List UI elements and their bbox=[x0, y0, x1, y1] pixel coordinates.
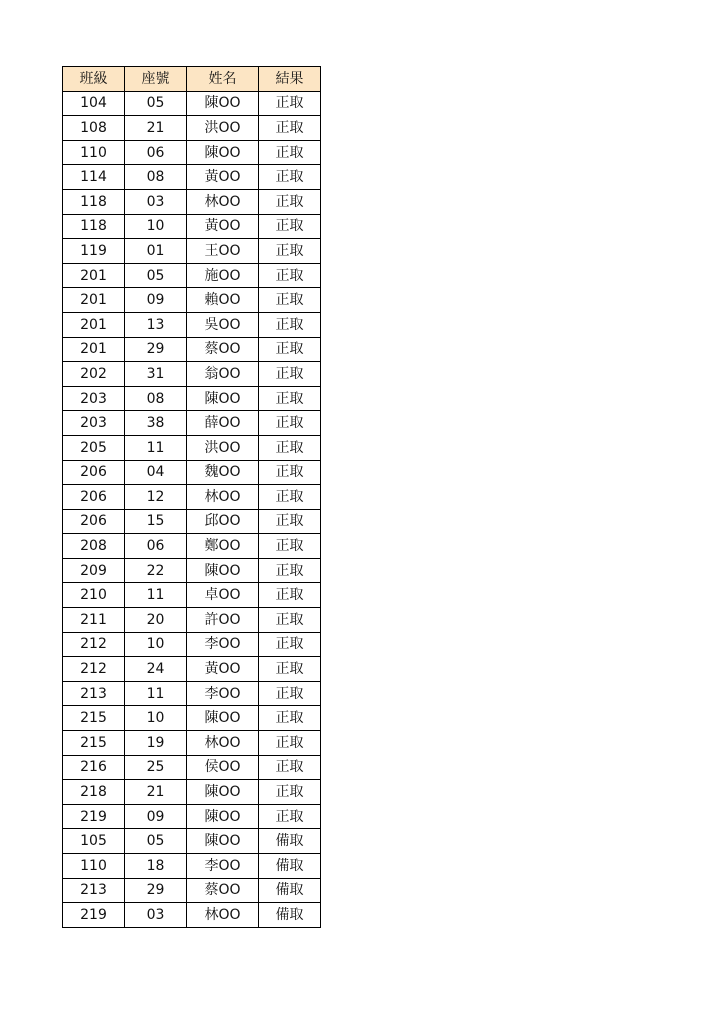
header-row bbox=[63, 67, 321, 92]
cell-seat: 21 bbox=[125, 780, 187, 805]
cell-result: 正取 bbox=[259, 362, 321, 387]
table-row bbox=[63, 312, 321, 337]
cell-class: 202 bbox=[63, 362, 125, 387]
cell-class: 213 bbox=[63, 878, 125, 903]
table-row bbox=[63, 854, 321, 879]
header-class: 班級 bbox=[63, 67, 125, 92]
table-row bbox=[63, 608, 321, 633]
cell-seat: 22 bbox=[125, 558, 187, 583]
cell-class: 208 bbox=[63, 534, 125, 559]
cell-result: 正取 bbox=[259, 116, 321, 141]
table-row bbox=[63, 903, 321, 928]
cell-name: 李OO bbox=[187, 854, 259, 879]
cell-result: 備取 bbox=[259, 829, 321, 854]
cell-class: 215 bbox=[63, 706, 125, 731]
table-row bbox=[63, 91, 321, 116]
cell-result: 正取 bbox=[259, 632, 321, 657]
table-row bbox=[63, 165, 321, 190]
cell-name: 陳OO bbox=[187, 780, 259, 805]
table-row bbox=[63, 189, 321, 214]
cell-name: 黃OO bbox=[187, 657, 259, 682]
table-row bbox=[63, 632, 321, 657]
cell-seat: 08 bbox=[125, 165, 187, 190]
cell-seat: 25 bbox=[125, 755, 187, 780]
table-row bbox=[63, 780, 321, 805]
cell-name: 許OO bbox=[187, 608, 259, 633]
cell-name: 王OO bbox=[187, 239, 259, 264]
cell-class: 209 bbox=[63, 558, 125, 583]
cell-seat: 09 bbox=[125, 804, 187, 829]
table-row bbox=[63, 706, 321, 731]
table-row bbox=[63, 460, 321, 485]
cell-name: 翁OO bbox=[187, 362, 259, 387]
cell-class: 118 bbox=[63, 214, 125, 239]
cell-name: 林OO bbox=[187, 731, 259, 756]
cell-seat: 05 bbox=[125, 829, 187, 854]
cell-name: 林OO bbox=[187, 485, 259, 510]
cell-seat: 10 bbox=[125, 214, 187, 239]
cell-class: 203 bbox=[63, 411, 125, 436]
cell-name: 林OO bbox=[187, 903, 259, 928]
cell-name: 施OO bbox=[187, 263, 259, 288]
cell-class: 206 bbox=[63, 509, 125, 534]
table-row bbox=[63, 534, 321, 559]
cell-result: 正取 bbox=[259, 214, 321, 239]
cell-result: 正取 bbox=[259, 731, 321, 756]
cell-class: 201 bbox=[63, 312, 125, 337]
table-row bbox=[63, 263, 321, 288]
cell-result: 備取 bbox=[259, 903, 321, 928]
cell-seat: 01 bbox=[125, 239, 187, 264]
cell-class: 206 bbox=[63, 460, 125, 485]
cell-name: 洪OO bbox=[187, 435, 259, 460]
table-row bbox=[63, 755, 321, 780]
cell-result: 正取 bbox=[259, 780, 321, 805]
cell-name: 黃OO bbox=[187, 165, 259, 190]
cell-class: 206 bbox=[63, 485, 125, 510]
cell-result: 正取 bbox=[259, 165, 321, 190]
cell-class: 212 bbox=[63, 657, 125, 682]
cell-name: 卓OO bbox=[187, 583, 259, 608]
cell-result: 正取 bbox=[259, 411, 321, 436]
cell-seat: 08 bbox=[125, 386, 187, 411]
cell-result: 正取 bbox=[259, 263, 321, 288]
result-sheet bbox=[62, 66, 321, 928]
cell-result: 正取 bbox=[259, 312, 321, 337]
cell-seat: 12 bbox=[125, 485, 187, 510]
table-body bbox=[63, 91, 321, 927]
cell-name: 陳OO bbox=[187, 386, 259, 411]
cell-result: 正取 bbox=[259, 460, 321, 485]
cell-name: 魏OO bbox=[187, 460, 259, 485]
cell-seat: 06 bbox=[125, 534, 187, 559]
cell-name: 蔡OO bbox=[187, 337, 259, 362]
table-row bbox=[63, 337, 321, 362]
header-name: 姓名 bbox=[187, 67, 259, 92]
cell-name: 吳OO bbox=[187, 312, 259, 337]
cell-class: 215 bbox=[63, 731, 125, 756]
table-row bbox=[63, 509, 321, 534]
cell-result: 正取 bbox=[259, 485, 321, 510]
header-seat: 座號 bbox=[125, 67, 187, 92]
cell-class: 212 bbox=[63, 632, 125, 657]
cell-name: 陳OO bbox=[187, 804, 259, 829]
cell-class: 210 bbox=[63, 583, 125, 608]
cell-seat: 29 bbox=[125, 878, 187, 903]
results-table bbox=[62, 66, 321, 928]
cell-class: 219 bbox=[63, 804, 125, 829]
cell-seat: 38 bbox=[125, 411, 187, 436]
cell-result: 正取 bbox=[259, 804, 321, 829]
cell-seat: 09 bbox=[125, 288, 187, 313]
cell-name: 邱OO bbox=[187, 509, 259, 534]
table-row bbox=[63, 681, 321, 706]
table-row bbox=[63, 362, 321, 387]
cell-class: 203 bbox=[63, 386, 125, 411]
cell-result: 正取 bbox=[259, 681, 321, 706]
cell-result: 正取 bbox=[259, 91, 321, 116]
cell-class: 201 bbox=[63, 337, 125, 362]
cell-seat: 03 bbox=[125, 189, 187, 214]
cell-seat: 29 bbox=[125, 337, 187, 362]
cell-name: 鄭OO bbox=[187, 534, 259, 559]
cell-result: 正取 bbox=[259, 288, 321, 313]
cell-seat: 05 bbox=[125, 263, 187, 288]
cell-class: 216 bbox=[63, 755, 125, 780]
cell-class: 213 bbox=[63, 681, 125, 706]
cell-name: 薛OO bbox=[187, 411, 259, 436]
cell-class: 105 bbox=[63, 829, 125, 854]
cell-result: 正取 bbox=[259, 239, 321, 264]
table-row bbox=[63, 485, 321, 510]
table-row bbox=[63, 731, 321, 756]
cell-name: 林OO bbox=[187, 189, 259, 214]
table-row bbox=[63, 239, 321, 264]
cell-result: 正取 bbox=[259, 534, 321, 559]
header-result: 結果 bbox=[259, 67, 321, 92]
cell-seat: 11 bbox=[125, 681, 187, 706]
table-row bbox=[63, 829, 321, 854]
cell-result: 正取 bbox=[259, 558, 321, 583]
cell-result: 備取 bbox=[259, 878, 321, 903]
cell-class: 110 bbox=[63, 854, 125, 879]
table-row bbox=[63, 435, 321, 460]
cell-class: 218 bbox=[63, 780, 125, 805]
cell-name: 黃OO bbox=[187, 214, 259, 239]
cell-name: 蔡OO bbox=[187, 878, 259, 903]
cell-class: 201 bbox=[63, 263, 125, 288]
table-row bbox=[63, 116, 321, 141]
cell-result: 正取 bbox=[259, 657, 321, 682]
cell-seat: 06 bbox=[125, 140, 187, 165]
cell-seat: 10 bbox=[125, 632, 187, 657]
cell-seat: 13 bbox=[125, 312, 187, 337]
cell-result: 正取 bbox=[259, 583, 321, 608]
cell-seat: 20 bbox=[125, 608, 187, 633]
cell-result: 備取 bbox=[259, 854, 321, 879]
cell-seat: 15 bbox=[125, 509, 187, 534]
cell-name: 李OO bbox=[187, 681, 259, 706]
table-header bbox=[63, 67, 321, 92]
cell-name: 陳OO bbox=[187, 91, 259, 116]
cell-seat: 03 bbox=[125, 903, 187, 928]
table-row bbox=[63, 411, 321, 436]
cell-result: 正取 bbox=[259, 435, 321, 460]
cell-seat: 10 bbox=[125, 706, 187, 731]
cell-class: 201 bbox=[63, 288, 125, 313]
cell-name: 賴OO bbox=[187, 288, 259, 313]
cell-seat: 11 bbox=[125, 435, 187, 460]
cell-name: 陳OO bbox=[187, 829, 259, 854]
cell-result: 正取 bbox=[259, 140, 321, 165]
cell-seat: 05 bbox=[125, 91, 187, 116]
table-row bbox=[63, 140, 321, 165]
table-row bbox=[63, 657, 321, 682]
cell-name: 洪OO bbox=[187, 116, 259, 141]
cell-seat: 11 bbox=[125, 583, 187, 608]
table-row bbox=[63, 558, 321, 583]
cell-name: 侯OO bbox=[187, 755, 259, 780]
cell-seat: 31 bbox=[125, 362, 187, 387]
cell-seat: 04 bbox=[125, 460, 187, 485]
cell-result: 正取 bbox=[259, 386, 321, 411]
cell-result: 正取 bbox=[259, 509, 321, 534]
cell-result: 正取 bbox=[259, 337, 321, 362]
cell-result: 正取 bbox=[259, 706, 321, 731]
cell-result: 正取 bbox=[259, 189, 321, 214]
cell-result: 正取 bbox=[259, 608, 321, 633]
cell-class: 219 bbox=[63, 903, 125, 928]
cell-seat: 18 bbox=[125, 854, 187, 879]
cell-result: 正取 bbox=[259, 755, 321, 780]
cell-name: 陳OO bbox=[187, 558, 259, 583]
table-row bbox=[63, 583, 321, 608]
table-row bbox=[63, 804, 321, 829]
cell-seat: 19 bbox=[125, 731, 187, 756]
cell-class: 205 bbox=[63, 435, 125, 460]
cell-name: 陳OO bbox=[187, 706, 259, 731]
cell-class: 104 bbox=[63, 91, 125, 116]
cell-class: 118 bbox=[63, 189, 125, 214]
cell-class: 211 bbox=[63, 608, 125, 633]
cell-seat: 21 bbox=[125, 116, 187, 141]
cell-class: 119 bbox=[63, 239, 125, 264]
cell-class: 110 bbox=[63, 140, 125, 165]
cell-name: 李OO bbox=[187, 632, 259, 657]
table-row bbox=[63, 288, 321, 313]
cell-name: 陳OO bbox=[187, 140, 259, 165]
table-row bbox=[63, 214, 321, 239]
table-row bbox=[63, 386, 321, 411]
table-row bbox=[63, 878, 321, 903]
cell-seat: 24 bbox=[125, 657, 187, 682]
cell-class: 114 bbox=[63, 165, 125, 190]
cell-class: 108 bbox=[63, 116, 125, 141]
